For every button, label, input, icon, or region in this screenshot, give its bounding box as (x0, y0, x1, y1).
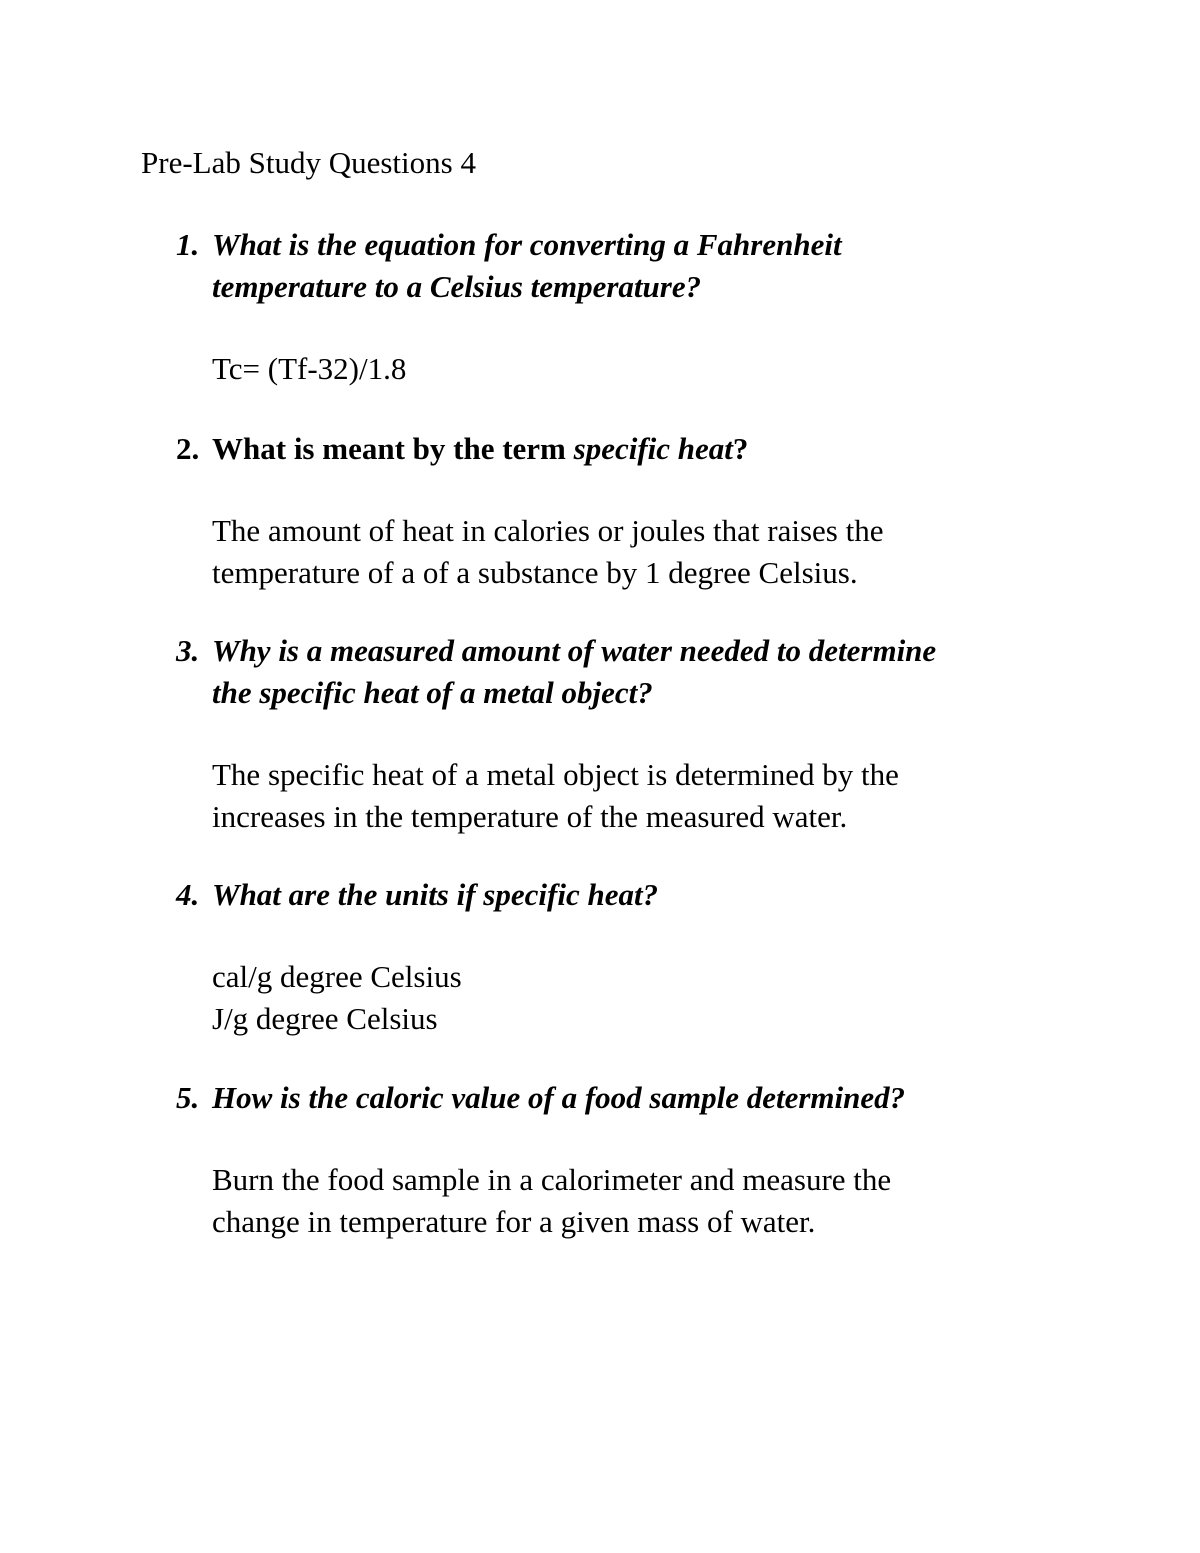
question-number: 3. (176, 633, 200, 668)
question-number: 1. (176, 227, 200, 262)
question-line: How is the caloric value of a food sample determined? (212, 1080, 906, 1115)
question-line: Why is a measured amount of water needed to determine (212, 633, 937, 668)
question-number: 2. (176, 431, 200, 466)
question-4 (176, 874, 1076, 1040)
question-number: 5. (176, 1080, 200, 1115)
answer-text (212, 956, 1076, 1040)
page-title: Pre-Lab Study Questions 4 (141, 145, 476, 180)
answer-text (212, 754, 1076, 838)
answer-text (212, 1159, 1076, 1243)
question-number: 4. (176, 877, 200, 912)
question-5 (176, 1077, 1076, 1243)
answer-text (212, 510, 1076, 594)
answer-line: cal/g degree Celsius (212, 959, 462, 994)
question-line: temperature to a Celsius temperature? (212, 269, 702, 304)
question-line (212, 428, 1076, 470)
question-1 (176, 224, 1076, 390)
answer-line: temperature of a of a substance by 1 degree Celsius. (212, 555, 858, 590)
answer-line: increases in the temperature of the measured water. (212, 799, 848, 834)
answer-line: J/g degree Celsius (212, 1001, 438, 1036)
answer-line: Burn the food sample in a calorimeter and measure the (212, 1162, 892, 1197)
question-line: the specific heat of a metal object? (212, 675, 653, 710)
question-line: What is the equation for converting a Fahrenheit (212, 227, 842, 262)
question-emphasis: specific heat (573, 431, 733, 466)
answer-line: Tc= (Tf-32)/1.8 (212, 351, 407, 386)
question-text (212, 224, 1076, 308)
question-text (212, 630, 1076, 714)
question-suffix: ? (732, 431, 749, 466)
question-line: What are the units if specific heat? (212, 877, 659, 912)
question-3 (176, 630, 1076, 838)
answer-line: The specific heat of a metal object is determined by the (212, 757, 899, 792)
question-text (212, 874, 1076, 916)
answer-line: The amount of heat in calories or joules that raises the (212, 513, 884, 548)
answer-line: change in temperature for a given mass of water. (212, 1204, 816, 1239)
question-text (212, 428, 1076, 470)
answer-text (212, 348, 1076, 390)
question-2 (176, 428, 1076, 594)
question-prefix: What is meant by the term (212, 431, 574, 466)
question-text (212, 1077, 1076, 1119)
